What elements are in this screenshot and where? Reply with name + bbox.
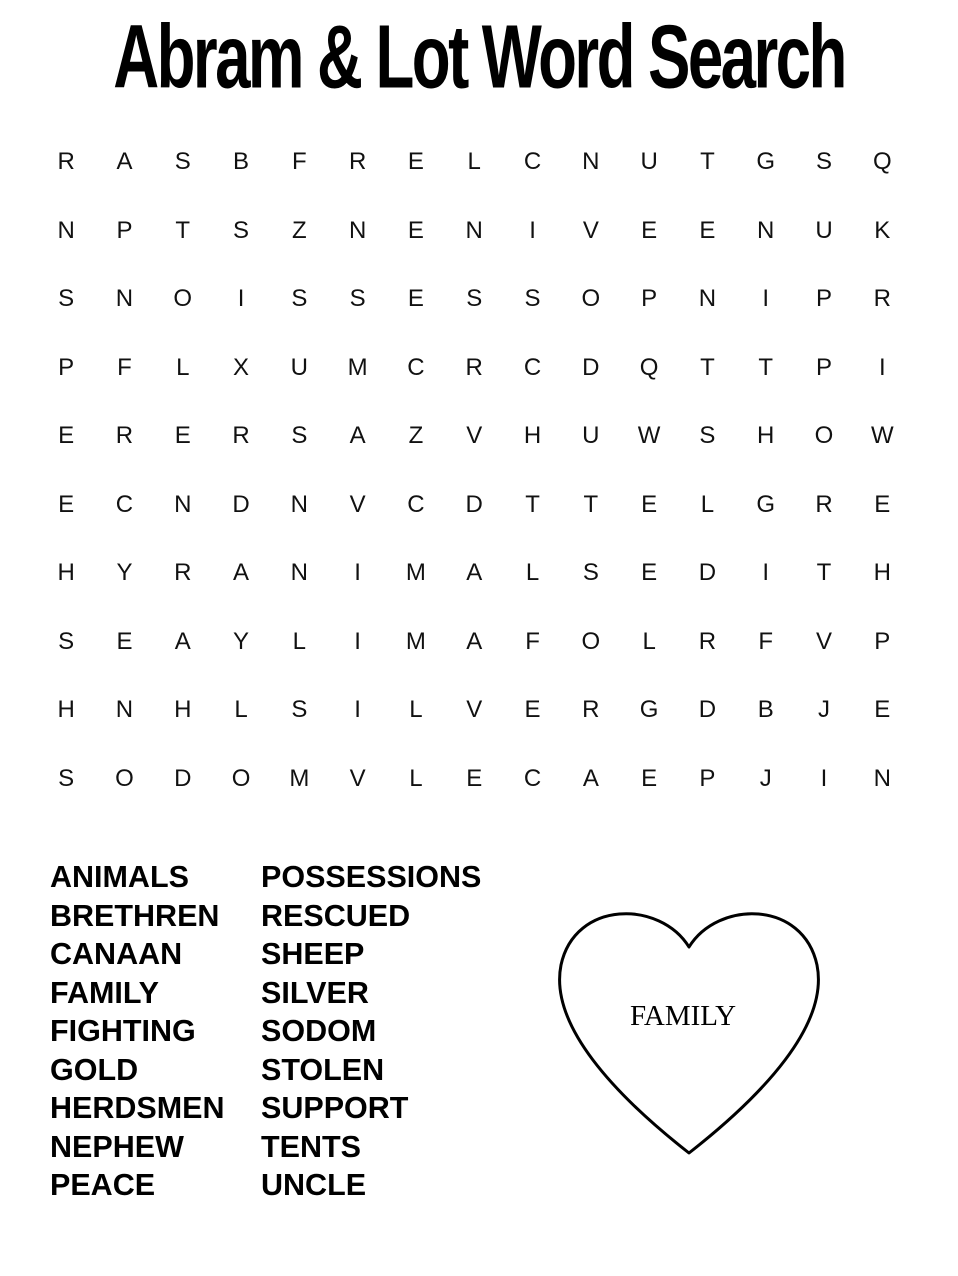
grid-letter: M <box>405 627 426 655</box>
grid-letter: O <box>231 764 251 792</box>
grid-letter: E <box>524 696 541 723</box>
word-list-item: CANAAN <box>50 937 183 971</box>
grid-letter: U <box>640 148 658 175</box>
grid-letter: R <box>815 490 833 518</box>
grid-letter: S <box>58 285 75 312</box>
grid-letter: S <box>524 285 541 312</box>
grid-letter: M <box>289 764 310 792</box>
grid-letter: I <box>762 285 770 312</box>
word-list-column-2 <box>261 858 481 1205</box>
grid-letter: E <box>641 764 658 792</box>
heart-label: FAMILY <box>629 1000 737 1032</box>
grid-letter: E <box>699 216 716 244</box>
grid-letter: S <box>816 148 833 175</box>
grid-letter: Z <box>292 216 307 244</box>
grid-letter: P <box>116 216 133 244</box>
grid-letter: H <box>57 696 75 723</box>
word-list-item: HERDSMEN <box>50 1091 225 1125</box>
grid-letter: I <box>529 216 536 244</box>
grid-letter: U <box>815 216 833 244</box>
grid-letter: I <box>354 627 361 655</box>
grid-letter: U <box>290 353 308 381</box>
grid-letter: N <box>348 216 367 244</box>
grid-letter: L <box>234 696 248 723</box>
grid-letter: L <box>700 490 715 518</box>
grid-letter: B <box>757 696 774 723</box>
word-list-item: POSSESSIONS <box>261 860 482 894</box>
grid-letter: E <box>58 422 75 449</box>
grid-letter: Y <box>233 627 250 655</box>
word-list-item: ANIMALS <box>50 860 189 894</box>
grid-letter: D <box>232 490 250 518</box>
grid-letter: L <box>409 764 423 792</box>
grid-letter: I <box>354 696 361 723</box>
grid-letter: N <box>582 148 600 175</box>
grid-letter: L <box>176 353 190 381</box>
grid-letter: S <box>582 559 599 586</box>
grid-letter: S <box>291 285 308 312</box>
grid-letter: V <box>466 696 483 723</box>
word-list-item: GOLD <box>50 1052 139 1087</box>
grid-letter: R <box>115 422 134 449</box>
grid-letter: P <box>816 285 833 312</box>
grid-letter: H <box>523 422 542 449</box>
grid-letter: P <box>699 764 716 792</box>
grid-letter: T <box>175 216 191 244</box>
grid-letter: R <box>57 148 75 175</box>
grid-letter: P <box>816 353 833 381</box>
word-list-item: PEACE <box>50 1168 156 1202</box>
grid-letter: E <box>641 490 658 518</box>
grid-letter: L <box>467 148 481 175</box>
grid-letter: E <box>641 216 658 244</box>
grid-letter: O <box>173 285 193 312</box>
grid-letter: R <box>348 148 367 175</box>
word-list-item: BRETHREN <box>50 898 220 933</box>
word-list-item: SODOM <box>261 1014 377 1048</box>
grid-letter: C <box>115 490 134 518</box>
grid-letter: C <box>523 353 542 381</box>
grid-letter: X <box>233 353 250 381</box>
grid-letter: I <box>354 559 361 586</box>
grid-letter: V <box>349 764 366 792</box>
grid-letter: E <box>874 696 891 723</box>
grid-letter: C <box>407 490 425 518</box>
grid-letter: S <box>291 422 308 449</box>
grid-letter: N <box>698 285 717 312</box>
grid-letter: D <box>174 764 192 792</box>
grid-letter: R <box>465 353 483 381</box>
grid-letter: R <box>698 627 717 655</box>
grid-letter: A <box>233 559 250 586</box>
grid-letter: A <box>349 422 366 449</box>
grid-letter: A <box>116 148 133 175</box>
grid-letter: F <box>117 353 132 381</box>
grid-letter: T <box>700 353 715 381</box>
grid-letter: C <box>407 353 425 381</box>
grid-letter: E <box>407 285 424 312</box>
grid-letter: L <box>642 627 656 655</box>
grid-letter: S <box>58 627 75 655</box>
grid-letter: E <box>466 764 483 792</box>
grid-letter: A <box>174 627 191 655</box>
grid-letter: N <box>115 696 134 723</box>
grid-letter: W <box>637 422 661 449</box>
grid-letter: E <box>174 422 191 449</box>
grid-letter: I <box>762 559 770 586</box>
grid-letter: R <box>873 285 891 312</box>
grid-letter: F <box>525 627 540 655</box>
grid-letter: L <box>525 559 540 586</box>
grid-letter: Q <box>872 148 892 175</box>
grid-letter: R <box>582 696 600 723</box>
grid-letter: E <box>407 216 424 244</box>
word-list-item: RESCUED <box>261 898 411 933</box>
grid-letter: K <box>874 216 891 244</box>
grid-letter: N <box>290 490 308 518</box>
grid-letter: E <box>874 490 891 518</box>
word-list-item: SHEEP <box>261 937 365 971</box>
grid-letter: M <box>347 353 368 381</box>
grid-letter: N <box>115 285 134 312</box>
grid-letter: A <box>582 764 599 792</box>
grid-letter: D <box>582 353 600 381</box>
grid-letter: N <box>290 559 308 586</box>
grid-letter: F <box>292 148 307 175</box>
grid-letter: H <box>757 422 775 449</box>
grid-letter: N <box>465 216 483 244</box>
grid-letter: N <box>174 490 192 518</box>
grid-letter: H <box>174 696 192 723</box>
grid-letter: A <box>466 559 483 586</box>
grid-letter: E <box>58 490 75 518</box>
grid-letter: J <box>759 764 772 792</box>
grid-letter: R <box>174 559 192 586</box>
grid-letter: T <box>525 490 540 518</box>
word-list-item: TENTS <box>261 1129 361 1164</box>
grid-letter: O <box>581 627 601 655</box>
grid-letter: R <box>232 422 250 449</box>
grid-letter: N <box>757 216 775 244</box>
grid-letter: Z <box>408 422 424 449</box>
grid-letter: P <box>874 627 891 655</box>
word-list-item: STOLEN <box>261 1052 385 1087</box>
grid-letter: P <box>58 353 75 381</box>
grid-letter: H <box>57 559 75 586</box>
grid-letter: S <box>291 696 308 723</box>
grid-letter: I <box>878 353 886 381</box>
grid-letter: T <box>583 490 599 518</box>
grid-letter: B <box>233 148 250 175</box>
word-list-item: FAMILY <box>50 975 160 1010</box>
grid-letter: A <box>466 627 483 655</box>
grid-letter: D <box>698 559 717 586</box>
grid-letter: O <box>814 422 834 449</box>
grid-letter: S <box>466 285 483 312</box>
grid-letter: N <box>57 216 75 244</box>
word-list-column-1 <box>50 858 225 1205</box>
word-list-item: SILVER <box>261 975 369 1010</box>
grid-letter: M <box>405 559 426 586</box>
grid-letter: Y <box>116 559 133 586</box>
grid-letter: S <box>349 285 366 312</box>
grid-letter: I <box>820 764 828 792</box>
grid-letter: L <box>409 696 423 723</box>
grid-letter: I <box>237 285 245 312</box>
grid-letter: H <box>873 559 891 586</box>
grid-letter: J <box>818 696 830 723</box>
grid-letter: P <box>641 285 658 312</box>
grid-letter: G <box>639 696 659 723</box>
grid-letter: N <box>873 764 891 792</box>
grid-letter: V <box>349 490 366 518</box>
word-list-item: NEPHEW <box>50 1129 184 1164</box>
page-title: Abram & Lot Word Search <box>113 5 845 108</box>
grid-letter: V <box>582 216 599 244</box>
grid-letter: U <box>582 422 600 449</box>
grid-letter: S <box>174 148 191 175</box>
grid-letter: W <box>870 422 894 449</box>
letter-grid <box>37 128 912 813</box>
grid-letter: E <box>641 559 658 586</box>
grid-letter: V <box>466 422 483 449</box>
grid-letter: F <box>758 627 774 655</box>
grid-letter: V <box>816 627 833 655</box>
word-list-item: UNCLE <box>261 1168 367 1202</box>
grid-letter: Q <box>639 353 659 381</box>
grid-letter: S <box>58 764 75 792</box>
grid-letter: O <box>115 764 134 792</box>
grid-letter: E <box>116 627 133 655</box>
grid-letter: G <box>756 490 776 518</box>
word-list-item: FIGHTING <box>50 1014 196 1048</box>
grid-letter: C <box>523 148 542 175</box>
grid-letter: D <box>465 490 483 518</box>
grid-letter: S <box>233 216 250 244</box>
grid-letter: D <box>698 696 717 723</box>
grid-letter: O <box>581 285 601 312</box>
grid-letter: E <box>407 148 424 175</box>
grid-letter: L <box>292 627 307 655</box>
grid-letter: T <box>700 148 715 175</box>
grid-letter: C <box>523 764 542 792</box>
grid-letter: T <box>758 353 774 381</box>
grid-letter: S <box>699 422 716 449</box>
grid-letter: G <box>756 148 776 175</box>
grid-letter: T <box>816 559 832 586</box>
word-list-item: SUPPORT <box>261 1091 409 1125</box>
